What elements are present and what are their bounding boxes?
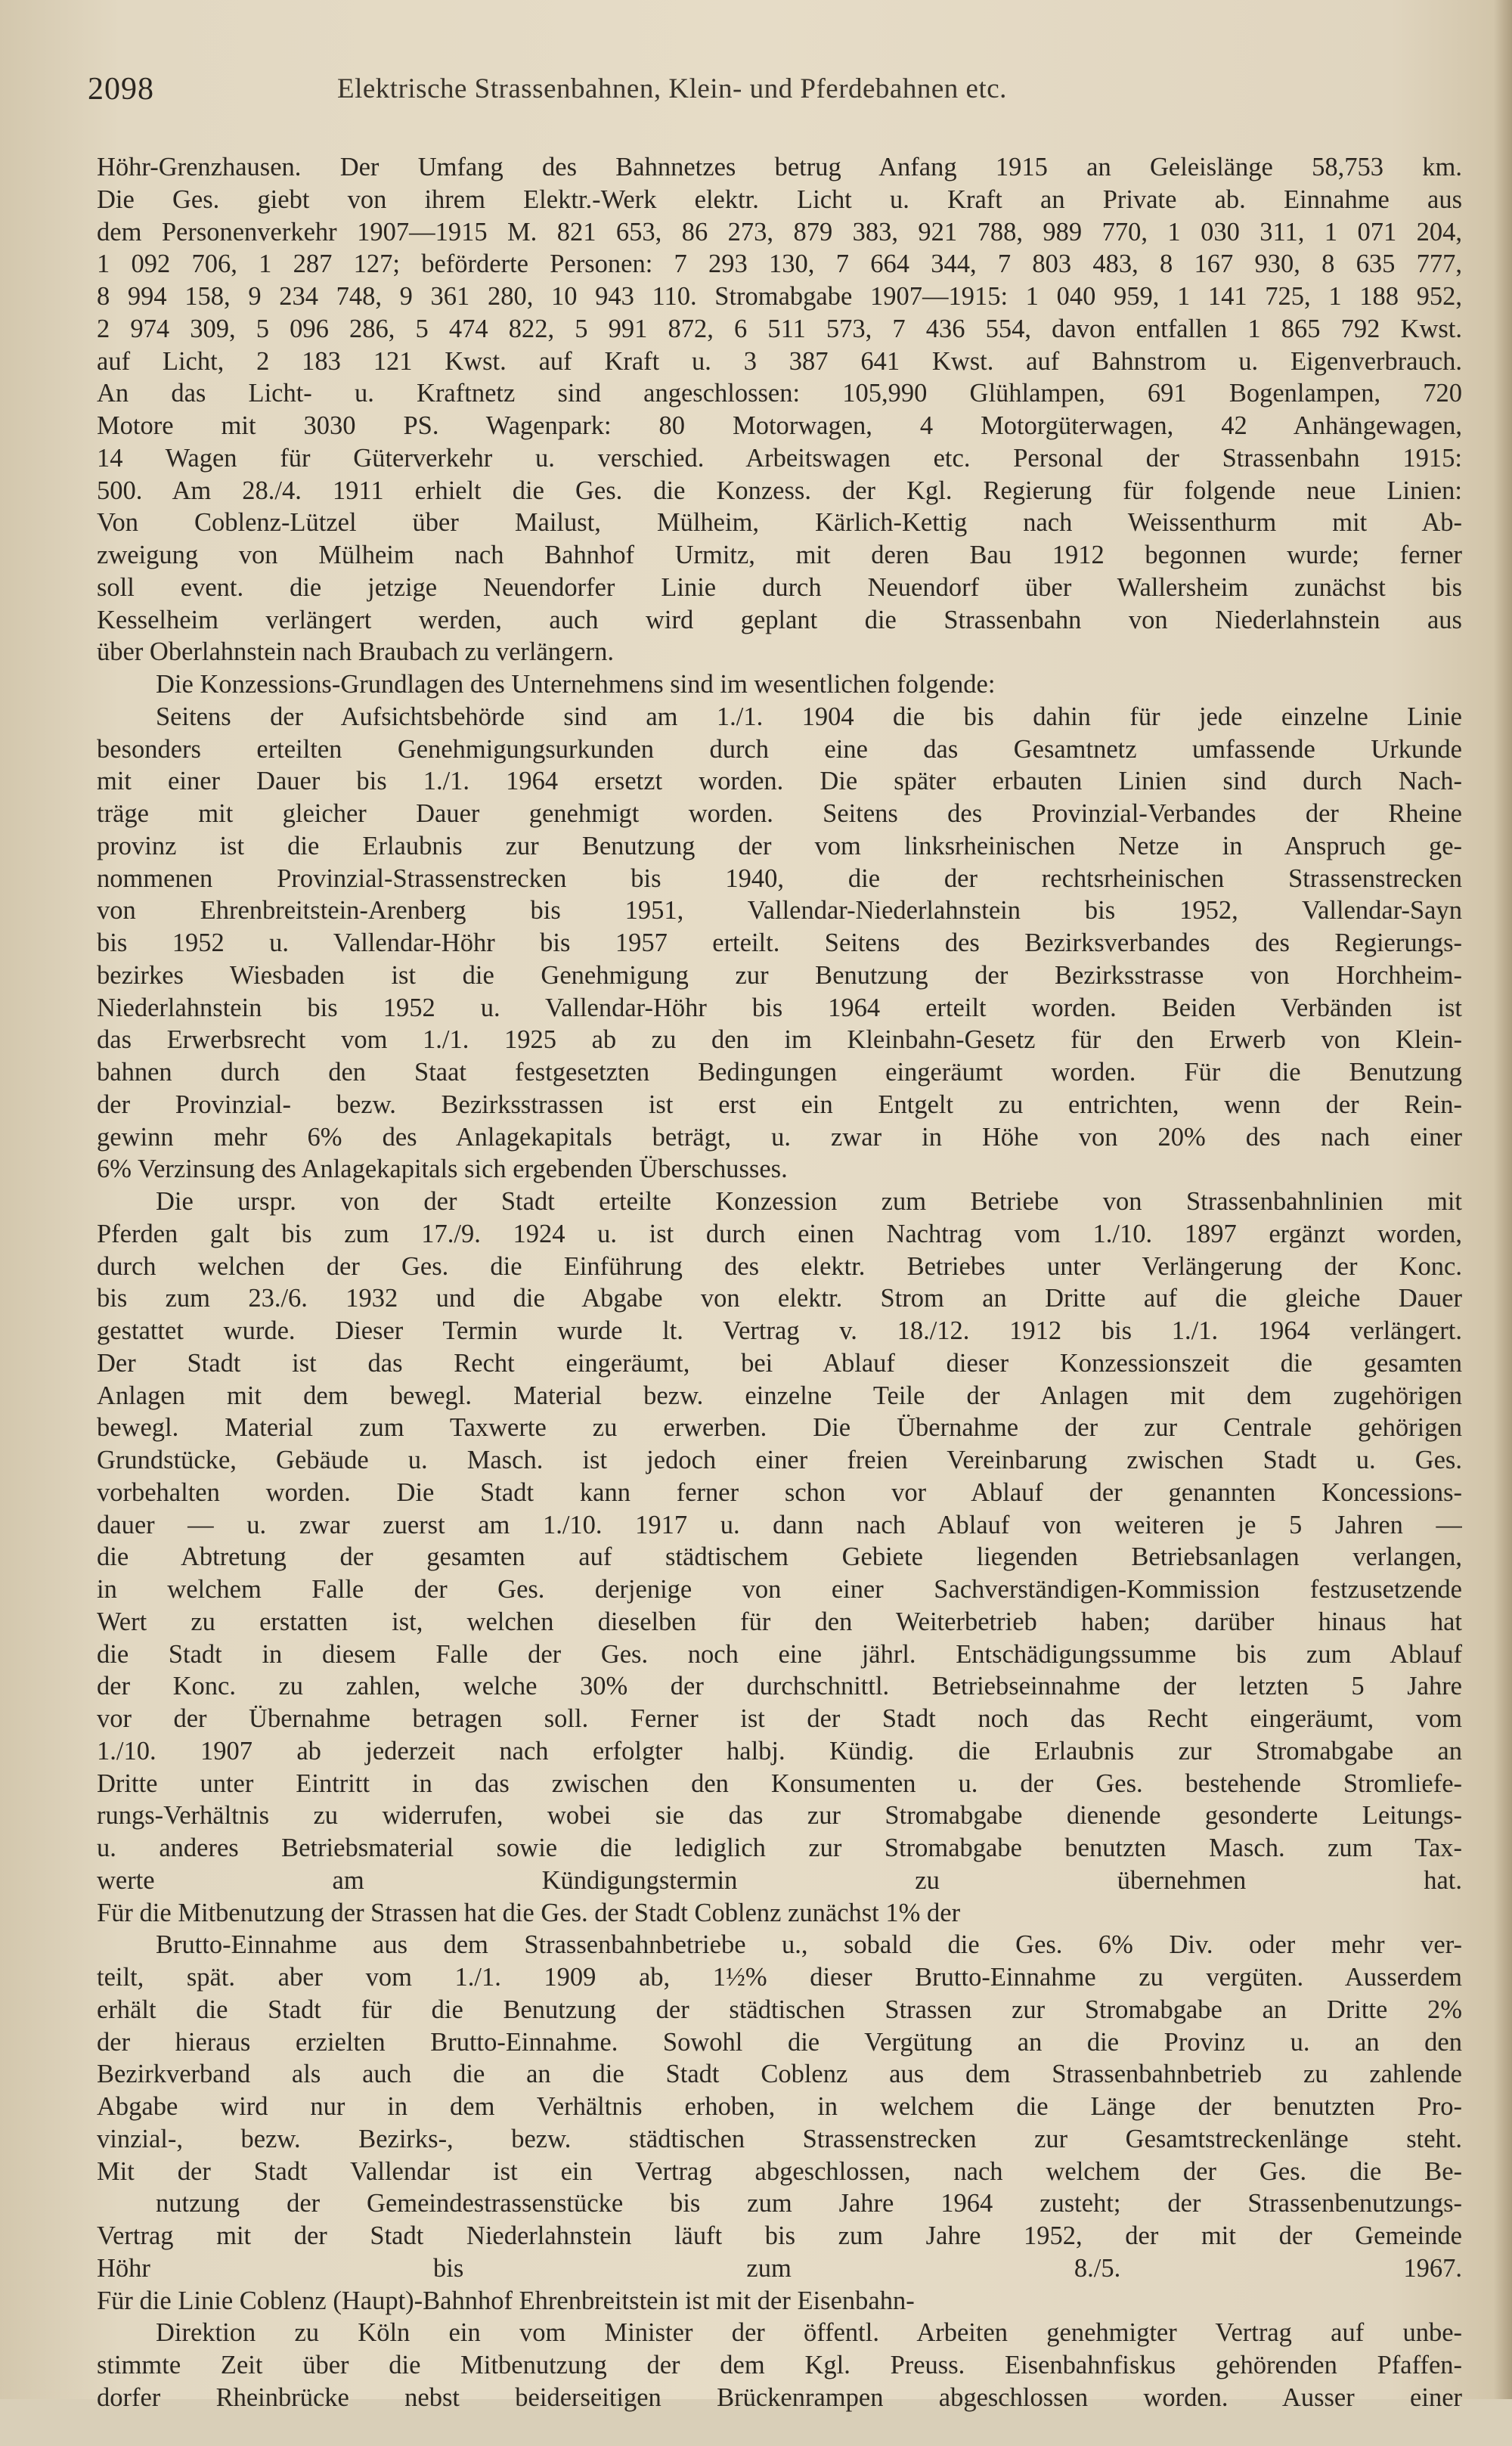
text-line: das Erwerbsrecht vom 1./1. 1925 ab zu den im Kleinbahn-Gesetz für den Erwerb von Klein- [97,1024,1462,1056]
text-line: Motore mit 3030 PS. Wagenpark: 80 Motorwagen, 4 Motorgüterwagen, 42 Anhängewagen, [97,410,1462,442]
text-line: Dritte unter Eintritt in das zwischen den Konsumenten u. der Ges. bestehende Stromliefe- [97,1768,1462,1800]
text-line: Von Coblenz-Lützel über Mailust, Mülheim, Kärlich-Kettig nach Weissenthurm mit Ab- [97,507,1462,539]
text-line: provinz ist die Erlaubnis zur Benutzung der vom linksrheinischen Netze in Anspruch ge- [97,830,1462,863]
page-spine-shadow [1494,0,1512,2399]
text-line: Mit der Stadt Vallendar ist ein Vertrag abgeschlossen, nach welchem der Ges. die Be- [97,2156,1462,2188]
body-text [97,151,1462,2446]
text-line: Abgabe wird nur in dem Verhältnis erhoben, in welchem die Länge der benutzten Pro- [97,2091,1462,2123]
text-line: Bezirkverband als auch die an die Stadt Coblenz aus dem Strassenbahnbetrieb zu zahlende [97,2058,1462,2091]
text-line: Für die Mitbenutzung der Strassen hat die Ges. der Stadt Coblenz zunächst 1% der [97,1897,1462,1930]
text-line: bahnen durch den Staat festgesetzten Bedingungen eingeräumt worden. Für die Benutzung [97,1056,1462,1089]
text-line: Grundstücke, Gebäude u. Masch. ist jedoch einer freien Vereinbarung zwischen Stadt u. Ges. [97,1444,1462,1477]
text-line: besonders erteilten Genehmigungsurkunden durch eine das Gesamtnetz umfassende Urkunde [97,733,1462,766]
text-line: zweigung von Mülheim nach Bahnhof Urmitz, mit deren Bau 1912 begonnen wurde; ferner [97,539,1462,572]
text-line: von Ehrenbreitstein-Arenberg bis 1951, Vallendar-Niederlahnstein bis 1952, Vallendar-Sayn [97,894,1462,927]
text-line: durch welchen der Ges. die Einführung des elektr. Betriebes unter Verlängerung der Konc. [97,1251,1462,1283]
text-line: mit einer Dauer bis 1./1. 1964 ersetzt worden. Die später erbauten Linien sind durch Nach- [97,765,1462,798]
text-line: Niederlahnstein bis 1952 u. Vallendar-Höhr bis 1964 erteilt worden. Beiden Verbänden ist [97,992,1462,1025]
text-line: Der Stadt ist das Recht eingeräumt, bei Ablauf dieser Konzessionszeit die gesamten [97,1347,1462,1380]
text-line: träge mit gleicher Dauer genehmigt worden. Seitens des Provinzial-Verbandes der Rheine [97,798,1462,830]
text-line: bis zum 23./6. 1932 und die Abgabe von elektr. Strom an Dritte auf die gleiche Dauer [97,1282,1462,1315]
text-line: Vertrag mit der Stadt Niederlahnstein läuft bis zum Jahre 1952, der mit der Gemeinde [97,2220,1462,2252]
text-line: nutzung der Gemeindestrassenstücke bis zum Jahre 1964 zusteht; der Strassenbenutzungs- [97,2187,1462,2220]
text-line: 14 Wagen für Güterverkehr u. verschied. Arbeitswagen etc. Personal der Strassenbahn 1915: [97,442,1462,475]
text-line: stimmte Zeit über die Mitbenutzung der dem Kgl. Preuss. Eisenbahnfiskus gehörenden Pfaffen- [97,2349,1462,2382]
text-line: vor der Übernahme betragen soll. Ferner ist der Stadt noch das Recht eingeräumt, vom [97,1703,1462,1735]
text-line: der Konc. zu zahlen, welche 30% der durchschnittl. Betriebseinnahme der letzten 5 Jahre [97,1670,1462,1703]
text-line: 500. Am 28./4. 1911 erhielt die Ges. die Konzess. der Kgl. Regierung für folgende neue Linien: [97,475,1462,507]
text-line: 8 994 158, 9 234 748, 9 361 280, 10 943 110. Stromabgabe 1907—1915: 1 040 959, 1 141 725, 1 188 952, [97,281,1462,313]
text-line: Anlagen mit dem bewegl. Material bezw. einzelne Teile der Anlagen mit dem zugehörigen [97,1380,1462,1412]
text-line: 6% Verzinsung des Anlagekapitals sich ergebenden Überschusses. [97,1153,1462,1186]
text-line: dauer — u. zwar zuerst am 1./10. 1917 u. dann nach Ablauf von weiteren je 5 Jahren — [97,1509,1462,1542]
text-line: Die Ges. giebt von ihrem Elektr.-Werk elektr. Licht u. Kraft an Private ab. Einnahme aus [97,184,1462,216]
text-line: Wert zu erstatten ist, welchen dieselben für den Weiterbetrieb haben; darüber hinaus hat [97,1606,1462,1638]
text-line: in welchem Falle der Ges. derjenige von einer Sachverständigen-Kommission festzusetzende [97,1573,1462,1606]
text-line: 1 092 706, 1 287 127; beförderte Personen: 7 293 130, 7 664 344, 7 803 483, 8 167 930, 8 635 777, [97,248,1462,281]
text-line: bewegl. Material zum Taxwerte zu erwerben. Die Übernahme der zur Centrale gehörigen [97,1412,1462,1444]
text-line: teilt, spät. aber vom 1./1. 1909 ab, 1½% dieser Brutto-Einnahme zu vergüten. Ausserdem [97,1961,1462,1994]
text-line: der hieraus erzielten Brutto-Einnahme. Sowohl die Vergütung an die Provinz u. an den [97,2026,1462,2059]
text-line: dorfer Rheinbrücke nebst beiderseitigen Brückenrampen abgeschlossen worden. Ausser einer [97,2382,1462,2414]
text-line: vorbehalten worden. Die Stadt kann ferner schon vor Ablauf der genannten Koncessions- [97,1477,1462,1509]
text-line: auf Licht, 2 183 121 Kwst. auf Kraft u. 3 387 641 Kwst. auf Bahnstrom u. Eigenverbrauch. [97,346,1462,378]
text-line: Höhr bis zum 8./5. 1967. [97,2252,1462,2285]
text-line: Direktion zu Köln ein vom Minister der öffentl. Arbeiten genehmigter Vertrag auf unbe- [97,2317,1462,2349]
running-title: Elektrische Strassenbahnen, Klein- und Pferdebahnen etc. [337,73,1007,105]
text-line: nommenen Provinzial-Strassenstrecken bis 1940, die der rechtsrheinischen Strassenstrecken [97,863,1462,895]
text-line: rungs-Verhältnis zu widerrufen, wobei sie das zur Stromabgabe dienende gesonderte Leitungs- [97,1800,1462,1832]
page-number: 2098 [88,71,154,107]
text-line: werte am Kündigungstermin zu übernehmen hat. [97,1865,1462,1897]
section-heading-line: Die Konzessions-Grundlagen des Unternehmens sind im wesentlichen folgende: [97,668,1462,701]
text-line: Höhr-Grenzhausen. Der Umfang des Bahnnetzes betrug Anfang 1915 an Geleislänge 58,753 km. [97,151,1462,184]
text-line: über Oberlahnstein nach Braubach zu verlängern. [97,636,1462,668]
text-line: Brutto-Einnahme aus dem Strassenbahnbetriebe u., sobald die Ges. 6% Div. oder mehr ver- [97,1929,1462,1961]
text-line: bis 1952 u. Vallendar-Höhr bis 1957 erteilt. Seitens des Bezirksverbandes des Regierungs- [97,927,1462,959]
text-line: gestattet wurde. Dieser Termin wurde lt. Vertrag v. 18./12. 1912 bis 1./1. 1964 verlängert. [97,1315,1462,1347]
text-line: An das Licht- u. Kraftnetz sind angeschlossen: 105,990 Glühlampen, 691 Bogenlampen, 720 [97,377,1462,410]
text-line: erhält die Stadt für die Benutzung der städtischen Strassen zur Stromabgabe an Dritte 2% [97,1994,1462,2026]
text-line: 2 974 309, 5 096 286, 5 474 822, 5 991 872, 6 511 573, 7 436 554, davon entfallen 1 865 792 Kwst. [97,313,1462,346]
text-line: Kesselheim verlängert werden, auch wird geplant die Strassenbahn von Niederlahnstein aus [97,604,1462,637]
text-line: gewinn mehr 6% des Anlagekapitals beträgt, u. zwar in Höhe von 20% des nach einer [97,1121,1462,1154]
text-line: u. anderes Betriebsmaterial sowie die lediglich zur Stromabgabe benutzten Masch. zum Tax- [97,1832,1462,1865]
text-line: die Stadt in diesem Falle der Ges. noch eine jährl. Entschädigungssumme bis zum Ablauf [97,1638,1462,1671]
text-line: 1./10. 1907 ab jederzeit nach erfolgter halbj. Kündig. die Erlaubnis zur Stromabgabe an [97,1735,1462,1768]
text-line: Seitens der Aufsichtsbehörde sind am 1./1. 1904 die bis dahin für jede einzelne Linie [97,701,1462,733]
text-line [97,2414,1462,2446]
text-line: Pferden galt bis zum 17./9. 1924 u. ist durch einen Nachtrag vom 1./10. 1897 ergänzt worden, [97,1218,1462,1251]
text-line: Die urspr. von der Stadt erteilte Konzession zum Betriebe von Strassenbahnlinien mit [97,1186,1462,1218]
text-line: Für die Linie Coblenz (Haupt)-Bahnhof Ehrenbreitstein ist mit der Eisenbahn- [97,2285,1462,2317]
text-line: dem Personenverkehr 1907—1915 M. 821 653, 86 273, 879 383, 921 788, 989 770, 1 030 311, 1 071 204, [97,216,1462,249]
text-line: der Provinzial- bezw. Bezirksstrassen ist erst ein Entgelt zu entrichten, wenn der Rein- [97,1089,1462,1121]
text-line: bezirkes Wiesbaden ist die Genehmigung zur Benutzung der Bezirksstrasse von Horchheim- [97,959,1462,992]
text-line: die Abtretung der gesamten auf städtischem Gebiete liegenden Betriebsanlagen verlangen, [97,1541,1462,1573]
text-line: vinzial-, bezw. Bezirks-, bezw. städtischen Strassenstrecken zur Gesamtstreckenlänge steht. [97,2123,1462,2156]
page-header [88,65,1471,110]
text-line: soll event. die jetzige Neuendorfer Linie durch Neuendorf über Wallersheim zunächst bis [97,572,1462,604]
